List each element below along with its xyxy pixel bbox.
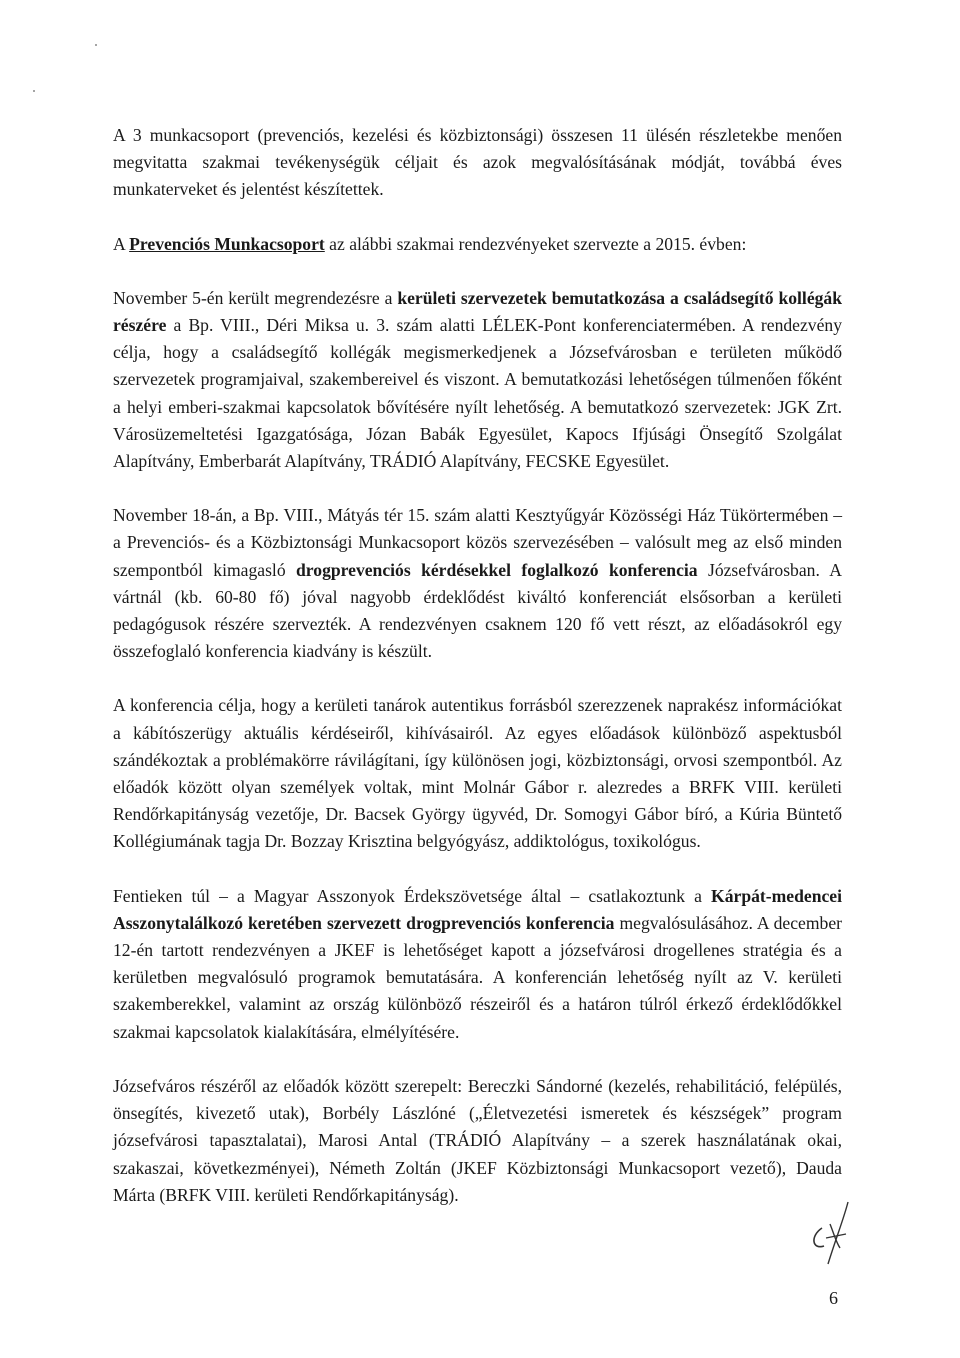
paragraph-carpathian-conference — [113, 883, 842, 1046]
bold-text: Kárpát-medencei Asszonytalálkozó keretében szervezett drogprevenciós konferencia — [113, 885, 842, 933]
suffix-text: az alábbi szakmai rendezvényeket szervezte a 2015. évben: — [324, 233, 747, 254]
text-run: November 18-án, a Bp. VIII., Mátyás tér 15. szám alatti Kesztyűgyár Közösségi Ház Tükörtermében – a Prevenciós- és a Közbiztonsági Munkacsoport közös szervezésében – valósult meg az első minden szempontból kimagasló — [113, 505, 842, 580]
bold-text: drogprevenciós kérdésekkel foglalkozó konferencia — [296, 559, 698, 580]
paragraph-working-groups: A 3 munkacsoport (prevenciós, kezelési és közbiztonsági) összesen 11 ülésén részletekbe menően megvitatta szakmai tevékenységük céljait és azok megvalósításának módját, továbbá éves munkaterveket és jelentést készítettek. — [113, 125, 842, 200]
text-run: Józsefvárosban. A vártnál (kb. 60-80 fő) jóval nagyobb érdeklődést kiváltó konferenciát elsősorban a kerületi pedagógusok részére szervezték. A rendezvényen csaknem 120 fő vett részt, az előadásokról egy összefoglaló konferencia kiadvány is készült. — [113, 559, 842, 662]
paragraph-prevention-intro — [113, 231, 842, 258]
handwritten-initials — [800, 1198, 870, 1268]
bold-text: kerületi szervezetek bemutatkozása a családsegítő kollégák részére — [113, 287, 843, 336]
paragraph-speakers: Józsefváros részéről az előadók között szerepelt: Bereczki Sándorné (kezelés, rehabilitáció, felépülés, önsegítés, kivezető utak), Borbély Lászlóné („Életvezetési ismeretek és készségek” program józsefvárosi tapasztalatai), Marosi Antal (TRÁDIÓ Alapítvány – a szerek használatának okai, szakaszai, következményei), Németh Zoltán (JKEF Közbiztonsági Munkacsoport vezető), Dauda Márta (BRFK VIII. kerületi Rendőrkapitányság). — [113, 1075, 842, 1205]
section-heading: Prevenciós Munkacsoport — [129, 233, 325, 254]
text-run: November 5-én került megrendezésre a — [113, 287, 398, 308]
scan-speck — [33, 90, 35, 92]
text-run: Fentieken túl – a Magyar Asszonyok Érdekszövetsége által – csatlakoztunk a — [113, 885, 712, 906]
page-number: 6 — [829, 1288, 838, 1308]
body-text — [113, 122, 842, 1209]
paragraph-november-18 — [113, 502, 842, 665]
scan-speck — [95, 44, 97, 46]
text-run: a Bp. VIII., Déri Miksa u. 3. szám alatti LÉLEK-Pont konferenciatermében. A rendezvény célja, hogy a családsegítő kollégák megismerkedjenek a Józsefvárosban e területen működő szervezetek programjaival, szakembereivel és viszont. A bemutatkozási lehetőségen túlmenően főként a helyi emberi-szakmai kapcsolatok bővítésére nyílt lehetőség. A bemutatkozó szervezetek: JGK Zrt. Városüzemeltetési Igazgatósága, Józan Babák Egyesület, Kapocs Ifjúsági Önsegítő Szolgálat Alapítvány, Emberbarát Alapítvány, TRÁDIÓ Alapítvány, FECSKE Egyesület. — [113, 315, 842, 472]
prefix-text: A — [113, 233, 130, 254]
paragraph-november-5 — [113, 285, 842, 475]
paragraph-conference-goal: A konferencia célja, hogy a kerületi tanárok autentikus forrásból szerezzenek naprakész információkat a kábítószerügy aktuális kérdéseiről, kihívásairól. Az egyes előadások különböző aspektusból szándékoztak a problémakörre rávilágítani, így különösen jogi, közbiztonsági, orvosi szempontból. Az előadók között olyan személyek voltak, mint Molnár Gábor r. alezredes a BRFK VIII. kerületi Rendőrkapitányság vezetője, Dr. Bacsek György ügyvéd, Dr. Somogyi Gábor bíró, a Kúria Büntető Kollégiumának tagja Dr. Bozzay Krisztina belgyógyász, addiktológus, toxikológus. — [113, 695, 842, 852]
text-run: megvalósulásához. A december 12-én tartott rendezvényen a JKEF is lehetőséget kapott a józsefvárosi drogellenes stratégia és a kerületben megvalósuló programok bemutatására. A konferencián lehetőség nyílt az V. kerületi szakemberekkel, valamint az ország különböző részeiről és a határon túlról érkező érdeklődőkkel szakmai kapcsolatok kialakítására, elmélyítésére. — [113, 912, 842, 1042]
